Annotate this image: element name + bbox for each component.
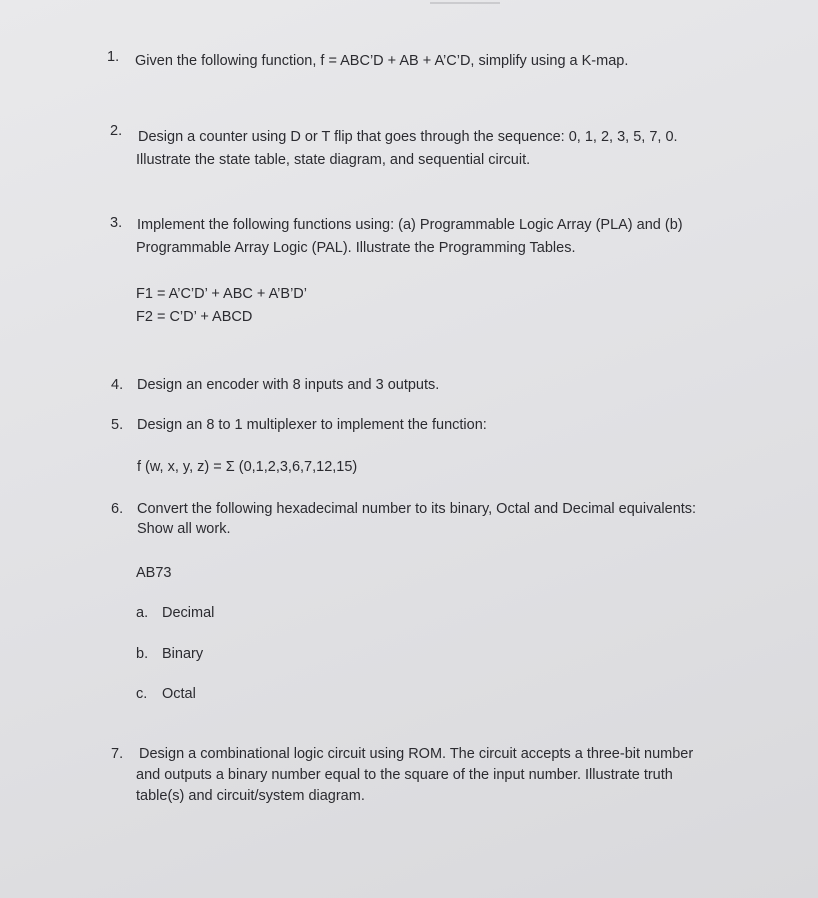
part-label: b. (136, 646, 149, 662)
question-number: 6. (111, 501, 124, 517)
question-text: Show all work. (137, 521, 231, 537)
part-label: a. (136, 605, 149, 621)
part-text-decimal: Decimal (162, 605, 215, 621)
question-text: Design a combinational logic circuit using ROM. The circuit accepts a three-bit number (139, 746, 694, 762)
part-label: c. (136, 686, 148, 702)
question-text: Illustrate the state table, state diagram, and sequential circuit. (136, 152, 531, 168)
question-text: Design a counter using D or T flip that goes through the sequence: 0, 1, 2, 3, 5, 7, 0. (138, 129, 678, 145)
question-number: 2. (110, 123, 123, 139)
question-number: 1. (107, 49, 120, 65)
function-f2: F2 = C’D’ + ABCD (136, 309, 253, 325)
question-number: 4. (111, 377, 124, 393)
part-text-binary: Binary (162, 646, 204, 662)
question-text: Convert the following hexadecimal number to its binary, Octal and Decimal equivalents: (137, 501, 697, 517)
top-edge-mark (430, 0, 500, 4)
question-text: Implement the following functions using: (a) Programmable Logic Array (PLA) and (b) (137, 217, 683, 233)
question-text: Design an 8 to 1 multiplexer to implement the function: (137, 417, 487, 433)
question-text: Given the following function, f = ABC’D + AB + A’C’D, simplify using a K-map. (135, 53, 629, 69)
question-number: 5. (111, 417, 124, 433)
multiplexer-function: f (w, x, y, z) = Σ (0,1,2,3,6,7,12,15) (137, 459, 358, 475)
question-text: table(s) and circuit/system diagram. (136, 788, 365, 804)
function-f1: F1 = A’C’D’ + ABC + A’B’D’ (136, 286, 307, 302)
part-text-octal: Octal (162, 686, 196, 702)
question-number: 7. (111, 746, 124, 762)
hex-value: AB73 (136, 565, 172, 581)
question-text: and outputs a binary number equal to the square of the input number. Illustrate truth (136, 767, 673, 783)
question-number: 3. (110, 215, 123, 231)
question-text: Programmable Array Logic (PAL). Illustrate the Programming Tables. (136, 240, 576, 256)
question-text: Design an encoder with 8 inputs and 3 outputs. (137, 377, 440, 393)
